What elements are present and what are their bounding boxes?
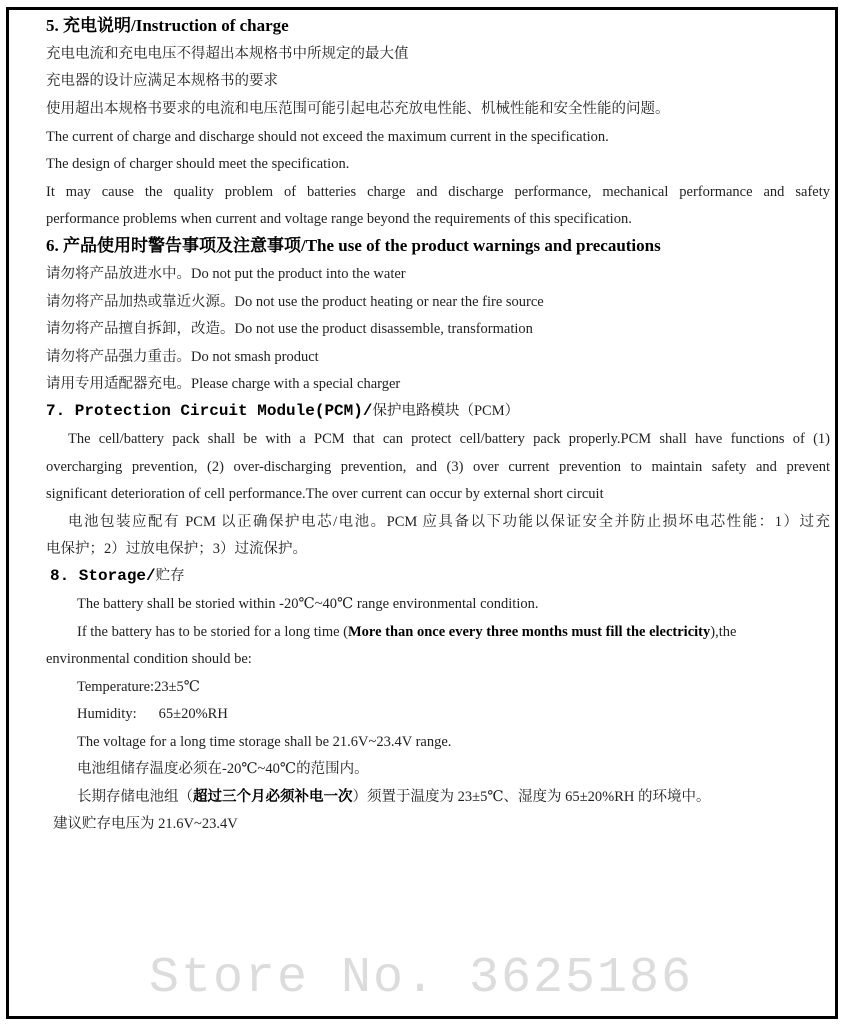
s5-line-4: The current of charge and discharge should not exceed the maximum current in the specification. bbox=[46, 129, 609, 145]
s7-line-4: 电池包装应配有 PCM 以正确保护电芯/电池。PCM 应具备以下功能以保证安全并防止损坏电芯性能：1）过充 bbox=[68, 514, 830, 530]
s8-cn-1: 电池组储存温度必须在-20℃~40℃的范围内。 bbox=[77, 761, 369, 777]
store-watermark: Store No. 3625186 bbox=[148, 950, 694, 1007]
s8-line-2: If the battery has to be storied for a long time (More than once every three months must fill the electricity),the bbox=[77, 624, 737, 640]
s5-line-1: 充电电流和充电电压不得超出本规格书中所规定的最大值 bbox=[46, 46, 409, 62]
s7-line-2: overcharging prevention, (2) over-discharging prevention, and (3) over current prevention to maintain safety and prevent bbox=[46, 459, 830, 475]
section-6-heading: 6. 产品使用时警告事项及注意事项/The use of the product warnings and precautions bbox=[46, 236, 661, 255]
s7-line-5: 电保护；2）过放电保护；3）过流保护。 bbox=[46, 541, 307, 557]
s5-line-3: 使用超出本规格书要求的电流和电压范围可能引起电芯充放电性能、机械性能和安全性能的问题。 bbox=[46, 101, 670, 117]
s6-line-4: 请勿将产品强力重击。Do not smash product bbox=[46, 349, 319, 365]
s8-voltage: The voltage for a long time storage shall be 21.6V~23.4V range. bbox=[77, 734, 452, 750]
section-5-heading: 5. 充电说明/Instruction of charge bbox=[46, 16, 289, 35]
s8-line-3: environmental condition should be: bbox=[46, 651, 252, 667]
s8-line-1: The battery shall be storied within -20℃~40℃ range environmental condition. bbox=[77, 596, 539, 612]
section-8-heading: 8. Storage/贮存 bbox=[50, 567, 185, 585]
s8-humidity: Humidity: 65±20%RH bbox=[77, 706, 228, 722]
s8-cn-2: 长期存储电池组（超过三个月必须补电一次）须置于温度为 23±5℃、湿度为 65±20%RH 的环境中。 bbox=[77, 789, 711, 805]
section-7-heading: 7. Protection Circuit Module(PCM)/保护电路模块（PCM） bbox=[46, 402, 520, 420]
s5-line-5: The design of charger should meet the specification. bbox=[46, 156, 350, 172]
s6-line-5: 请用专用适配器充电。Please charge with a special charger bbox=[46, 376, 401, 392]
s6-line-1: 请勿将产品放进水中。Do not put the product into the water bbox=[46, 266, 406, 282]
s8-temperature: Temperature:23±5℃ bbox=[77, 679, 201, 695]
s6-line-3: 请勿将产品擅自拆卸，改造。Do not use the product disassemble, transformation bbox=[46, 321, 533, 337]
s7-line-3: significant deterioration of cell performance.The over current can occur by external short circuit bbox=[46, 486, 604, 502]
s5-line-6: It may cause the quality problem of batteries charge and discharge performance, mechanical performance and safety bbox=[46, 184, 830, 200]
s6-line-2: 请勿将产品加热或靠近火源。Do not use the product heating or near the fire source bbox=[46, 294, 544, 310]
s5-line-7: performance problems when current and voltage range beyond the requirements of this specification. bbox=[46, 211, 632, 227]
s7-line-1: The cell/battery pack shall be with a PCM that can protect cell/battery pack properly.PCM shall have functions of (1) bbox=[68, 431, 830, 447]
s8-cn-3: 建议贮存电压为 21.6V~23.4V bbox=[53, 816, 238, 832]
s5-line-2: 充电器的设计应满足本规格书的要求 bbox=[46, 73, 278, 89]
